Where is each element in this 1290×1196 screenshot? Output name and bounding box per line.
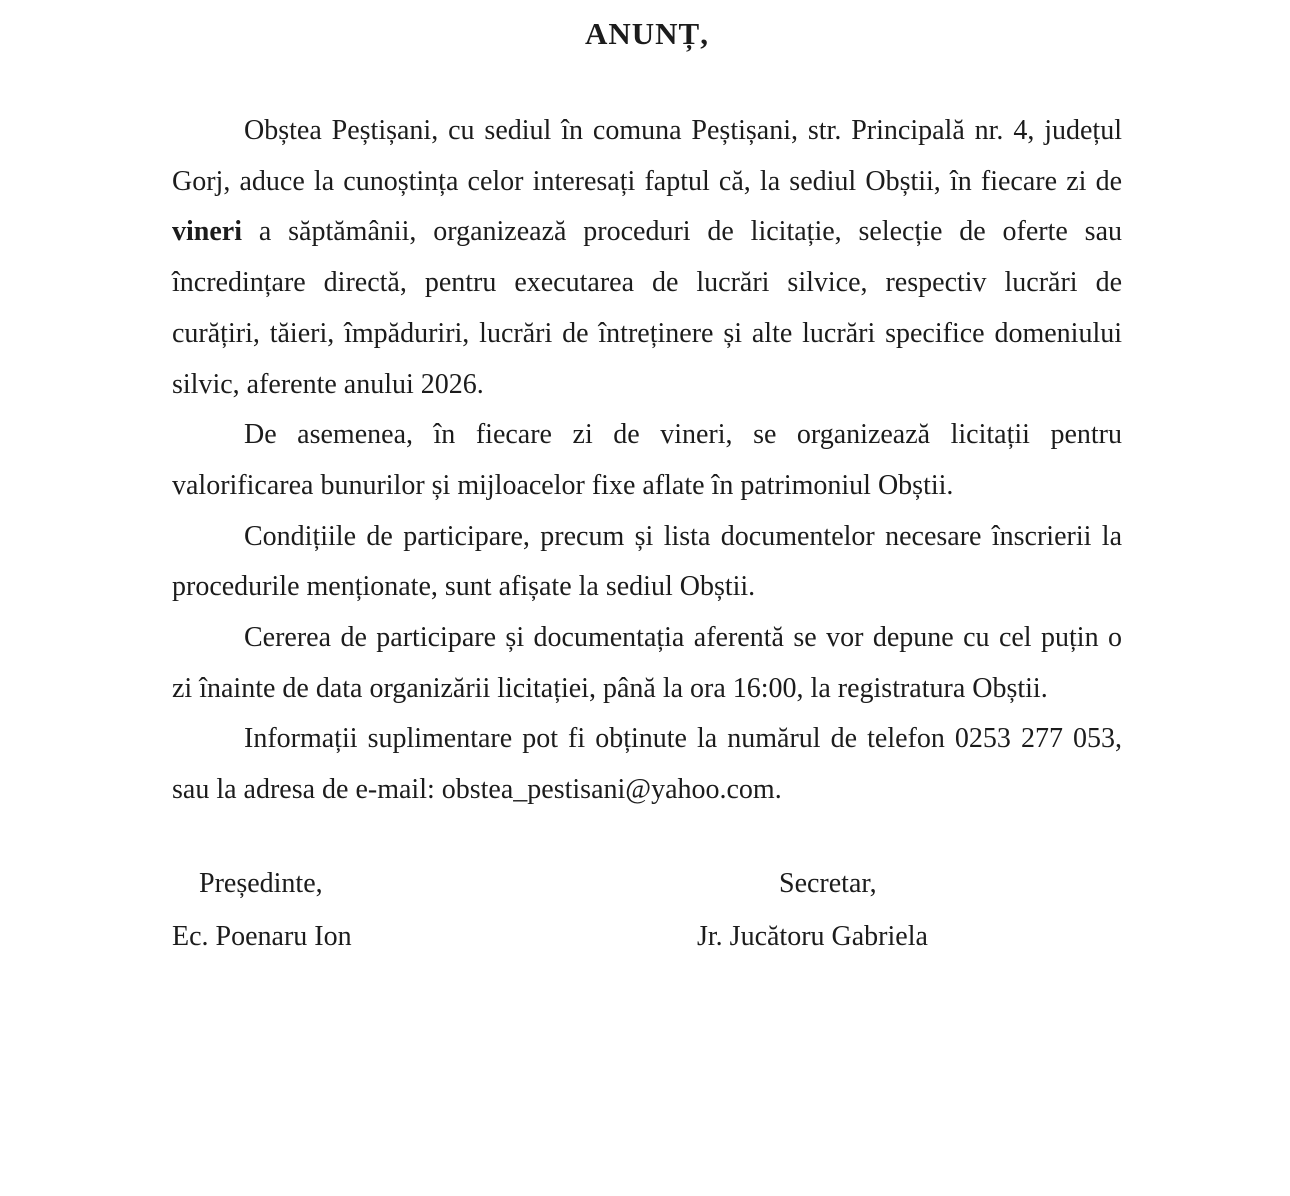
document-body xyxy=(172,106,1122,816)
paragraph-line: încredințare directă, pentru executarea de lucrări silvice, respectiv lucrări de xyxy=(172,267,1122,299)
bold-keyword: vineri xyxy=(172,216,242,248)
paragraph-line: Informații suplimentare pot fi obținute la numărul de telefon 0253 277 053, xyxy=(244,723,1122,755)
paragraph-line: De asemenea, în fiecare zi de vineri, se organizează licitații pentru xyxy=(244,419,1122,451)
paragraph-line: silvic, aferente anului 2026. xyxy=(172,368,484,400)
line-text: a săptămânii, organizează proceduri de licitație, selecție de oferte sau xyxy=(258,216,1123,248)
paragraph-line: Gorj, aduce la cunoștința celor interesați faptul că, la sediul Obștii, în fiecare zi de xyxy=(172,165,1122,197)
paragraph-line: Condițiile de participare, precum și lista documentelor necesare înscrierii la xyxy=(244,520,1122,552)
paragraph-5 xyxy=(172,714,1122,815)
paragraph-2 xyxy=(172,410,1122,511)
document-page xyxy=(0,10,1290,1196)
paragraph-line: valorificarea bunurilor și mijloacelor fixe aflate în patrimoniul Obștii. xyxy=(172,469,954,501)
paragraph-line: sau la adresa de e-mail: obstea_pestisani@yahoo.com. xyxy=(172,774,782,806)
paragraph-line: curățiri, tăieri, împăduriri, lucrări de întreținere și alte lucrări specifice domeniului xyxy=(172,317,1122,349)
paragraph-4 xyxy=(172,613,1122,714)
secretary-name: Jr. Jucătoru Gabriela xyxy=(697,920,928,952)
president-name: Ec. Poenaru Ion xyxy=(172,920,352,952)
president-role-label: Președinte, xyxy=(199,867,323,899)
paragraph-line: zi înainte de data organizării licitației, până la ora 16:00, la registratura Obștii. xyxy=(172,672,1048,704)
paragraph-line: procedurile menționate, sunt afișate la sediul Obștii. xyxy=(172,571,756,603)
paragraph-line: Cererea de participare și documentația aferentă se vor depune cu cel puțin o xyxy=(244,622,1122,654)
paragraph-line xyxy=(172,207,1122,258)
paragraph-3 xyxy=(172,512,1122,613)
paragraph-1 xyxy=(172,106,1122,410)
document-title: ANUNȚ, xyxy=(585,16,709,51)
signature-block xyxy=(172,858,1122,978)
secretary-role-label: Secretar, xyxy=(779,867,877,899)
paragraph-line: Obștea Peștișani, cu sediul în comuna Peștișani, str. Principală nr. 4, județul xyxy=(244,115,1122,146)
